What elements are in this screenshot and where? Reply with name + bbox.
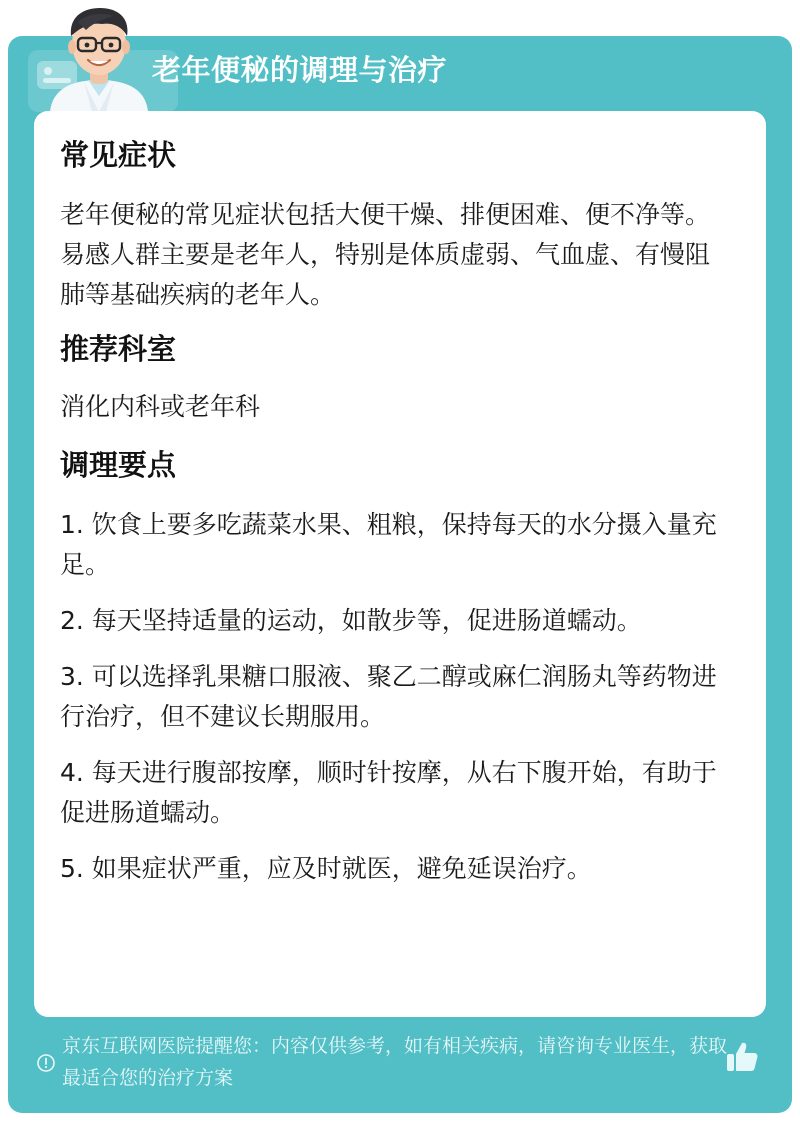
department-heading: 推荐科室 bbox=[60, 332, 177, 366]
care-item-4: 4. 每天进行腹部按摩，顺时针按摩，从右下腹开始，有助于促进肠道蠕动。 bbox=[60, 758, 717, 827]
disclaimer-text: 京东互联网医院提醒您：内容仅供参考，如有相关疾病，请咨询专业医生，获取最适合您的治疗方案 bbox=[62, 1035, 728, 1089]
care-item-3: 3. 可以选择乳果糖口服液、聚乙二醇或麻仁润肠丸等药物进行治疗，但不建议长期服用。 bbox=[60, 662, 717, 731]
info-icon bbox=[36, 1053, 56, 1073]
article-content bbox=[60, 135, 730, 905]
page-title: 老年便秘的调理与治疗 bbox=[152, 53, 448, 87]
symptoms-heading: 常见症状 bbox=[60, 138, 177, 172]
care-item-1: 1. 饮食上要多吃蔬菜水果、粗粮，保持每天的水分摄入量充足。 bbox=[60, 510, 717, 579]
care-heading: 调理要点 bbox=[60, 448, 177, 482]
symptoms-text: 老年便秘的常见症状包括大便干燥、排便困难、便不净等。易感人群主要是老年人，特别是体质虚弱、气血虚、有慢阻肺等基础疾病的老年人。 bbox=[60, 200, 711, 309]
doctor-avatar-icon bbox=[40, 0, 158, 112]
care-item-5: 5. 如果症状严重，应及时就医，避免延误治疗。 bbox=[60, 854, 592, 883]
content-card bbox=[34, 111, 766, 1017]
thumbs-up-icon[interactable] bbox=[725, 1040, 759, 1074]
care-item-2: 2. 每天坚持适量的运动，如散步等，促进肠道蠕动。 bbox=[60, 606, 642, 635]
department-text: 消化内科或老年科 bbox=[60, 392, 261, 421]
